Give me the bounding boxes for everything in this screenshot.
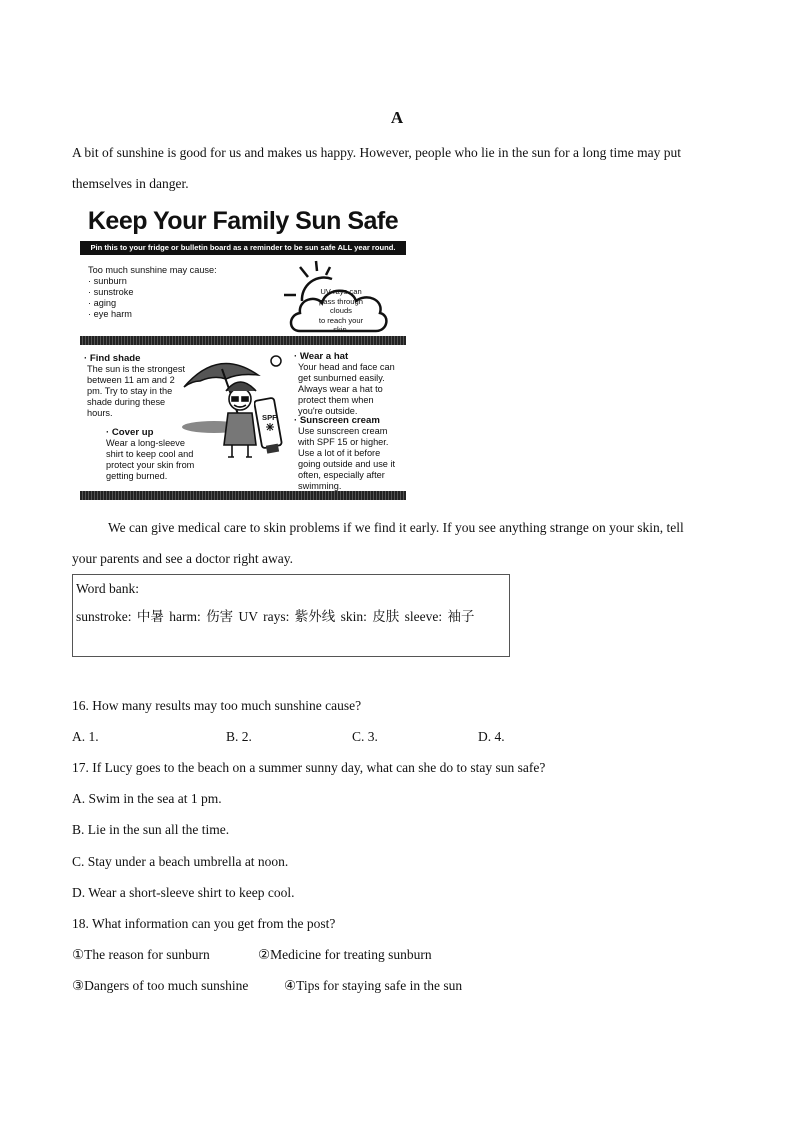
q18-item-2: ②Medicine for treating sunburn xyxy=(258,947,432,962)
para2-line-2: your parents and see a doctor right away. xyxy=(72,551,294,566)
question-number: 17. xyxy=(72,760,89,775)
cover-up-line: getting burned. xyxy=(106,471,168,481)
wear-hat-heading: · Wear a hat xyxy=(294,351,349,362)
find-shade-line: hours. xyxy=(87,408,113,418)
word-bank-label: Word bank: xyxy=(76,581,140,596)
cloud-text-line: UV rays can xyxy=(320,287,362,296)
sunscreen-heading: · Sunscreen cream xyxy=(294,415,380,426)
q18-item-4: ④Tips for staying safe in the sun xyxy=(284,978,463,993)
sunscreen-line: swimming. xyxy=(298,481,342,491)
q18-item-1: ①The reason for sunburn xyxy=(72,947,210,962)
poster-divider xyxy=(80,336,406,345)
causes-block xyxy=(88,265,217,320)
small-sun-icon xyxy=(271,356,281,366)
section-title: A xyxy=(390,108,404,127)
wear-hat-line: get sunburned easily. xyxy=(298,373,385,383)
cause-item: · aging xyxy=(88,298,117,308)
cloud-text-line: skin. xyxy=(333,325,349,334)
poster-title: Keep Your Family Sun Safe xyxy=(87,207,399,235)
question-text: If Lucy goes to the beach on a summer sunny day, what can she do to stay sun safe? xyxy=(92,760,546,775)
wear-hat-line: Your head and face can xyxy=(298,362,395,372)
q16-option-c[interactable]: C. 3. xyxy=(352,729,378,744)
question-17 xyxy=(72,760,545,776)
cloud-text xyxy=(306,287,376,335)
q16-option-a[interactable]: A. 1. xyxy=(72,729,99,744)
cover-up-line: shirt to keep cool and xyxy=(106,449,194,459)
question-16 xyxy=(72,698,361,714)
find-shade-heading: · Find shade xyxy=(84,353,141,364)
kid-icon xyxy=(224,382,256,457)
cover-up-line: protect your skin from xyxy=(106,460,195,470)
cause-item: · eye harm xyxy=(88,309,132,319)
cloud-text-line: to reach your xyxy=(318,315,364,325)
find-shade-line: The sun is the strongest xyxy=(87,364,186,374)
poster-bottom-bar xyxy=(80,491,406,500)
sunscreen-line: Use sunscreen cream xyxy=(298,426,388,436)
find-shade-line: shade during these xyxy=(87,397,166,407)
q16-option-b[interactable]: B. 2. xyxy=(226,729,252,744)
question-18 xyxy=(72,916,335,932)
causes-heading: Too much sunshine may cause: xyxy=(88,265,217,275)
sunscreen-line: going outside and use it xyxy=(298,459,396,469)
question-text: What information can you get from the post? xyxy=(92,916,336,931)
para2-line-1: We can give medical care to skin problems if we find it early. If you see anything strange on your skin, tell xyxy=(108,520,684,535)
find-shade-line: pm. Try to stay in the xyxy=(87,386,173,396)
cover-up-heading: · Cover up xyxy=(106,427,154,438)
wear-hat-line: Always wear a hat to xyxy=(298,384,383,394)
find-shade-block xyxy=(84,353,185,419)
sun-safe-poster xyxy=(80,205,406,503)
poster-banner: Pin this to your fridge or bulletin board as a reminder to be sun safe ALL year round. xyxy=(80,241,406,255)
cause-item: · sunburn xyxy=(88,276,127,286)
q17-option-b[interactable]: B. Lie in the sun all the time. xyxy=(72,822,230,837)
find-shade-line: between 11 am and 2 xyxy=(87,375,175,385)
sunscreen-line: Use a lot of it before xyxy=(298,448,381,458)
word-bank-box xyxy=(72,574,510,657)
word-bank-entries: sunstroke: 中暑 harm: 伤害 UV rays: 紫外线 skin: 皮肤 sleeve: 袖子 xyxy=(76,609,475,624)
intro-line-2: themselves in danger. xyxy=(72,176,189,191)
cause-item: · sunstroke xyxy=(88,287,134,297)
wear-hat-line: protect them when xyxy=(298,395,374,405)
q17-option-c[interactable]: C. Stay under a beach umbrella at noon. xyxy=(72,854,289,869)
sunscreen-block xyxy=(294,415,395,492)
cloud-text-line: clouds xyxy=(330,306,352,315)
intro-line-1: A bit of sunshine is good for us and makes us happy. However, people who lie in the sun for a long time may put xyxy=(72,145,681,160)
spf-label: SPF xyxy=(262,413,277,422)
cover-up-line: Wear a long-sleeve xyxy=(106,438,185,448)
q17-option-d[interactable]: D. Wear a short-sleeve shirt to keep cool. xyxy=(72,885,295,900)
q17-option-a[interactable]: A. Swim in the sea at 1 pm. xyxy=(72,791,222,806)
wear-hat-line: you're outside. xyxy=(298,406,358,416)
wear-hat-block xyxy=(294,351,395,417)
question-number: 18. xyxy=(72,916,89,931)
question-text: How many results may too much sunshine cause? xyxy=(92,698,362,713)
cloud-text-line: pass through xyxy=(319,296,363,306)
sunscreen-line: often, especially after xyxy=(298,470,385,480)
sunscreen-bottle-icon xyxy=(254,397,284,455)
sunscreen-line: with SPF 15 or higher. xyxy=(298,437,389,447)
q18-item-3: ③Dangers of too much sunshine xyxy=(72,978,249,993)
q16-option-d[interactable]: D. 4. xyxy=(478,729,505,744)
question-number: 16. xyxy=(72,698,89,713)
